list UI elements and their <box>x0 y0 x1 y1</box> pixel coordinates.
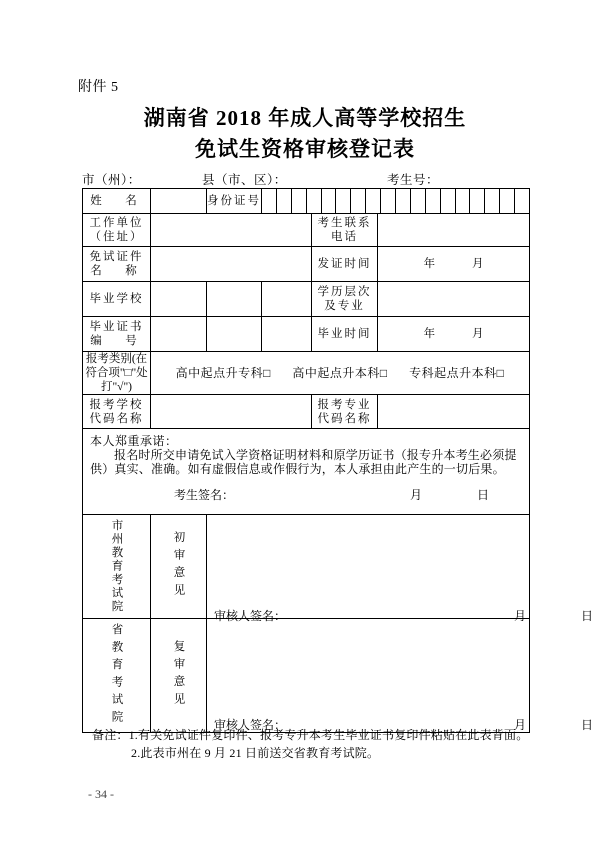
grad-time-value-cell[interactable] <box>378 317 530 352</box>
table-row <box>83 429 530 515</box>
grad-time-year-unit: 年 <box>423 328 436 340</box>
contact-value-cell[interactable] <box>378 214 530 247</box>
grad-time-month-unit: 月 <box>471 328 484 340</box>
county-field-label: 县（市、区）： <box>202 173 287 187</box>
id-number-box[interactable] <box>381 189 396 213</box>
grad-cert-value-cell-3[interactable] <box>262 317 312 352</box>
grad-cert-label-line2: 编 号 <box>90 335 143 347</box>
table-row <box>83 189 530 214</box>
province-review-day: 日 <box>581 718 594 732</box>
attachment-label: 附件 5 <box>78 80 119 95</box>
city-review-day: 日 <box>581 609 594 624</box>
edu-level-value-cell[interactable] <box>378 282 530 317</box>
province-review-opinion-label-cell <box>151 618 207 732</box>
category-label-cell <box>83 352 151 395</box>
applicant-signature-month: 月 <box>410 488 423 502</box>
table-row <box>83 247 530 282</box>
grad-school-value-cell-2[interactable] <box>207 282 262 317</box>
exempt-cert-label-line2: 名 称 <box>90 265 143 277</box>
grad-cert-label-cell <box>83 317 151 352</box>
issue-time-year-unit: 年 <box>423 258 436 270</box>
province-review-org-cell <box>83 618 151 732</box>
table-row <box>83 352 530 395</box>
id-label-cell <box>207 189 262 214</box>
table-row <box>83 395 530 429</box>
province-review-org-label: 省教育考试院 <box>110 622 123 728</box>
city-review-month: 月 <box>514 609 527 624</box>
declaration-body: 报名时所交申请免试入学资格证明材料和原学历证书（报专升本考生必须提供）真实、准确。如有虚假信息或作假行为，本人承担由此产生的一切后果。 <box>90 448 517 476</box>
table-row <box>83 214 530 247</box>
name-label-cell <box>83 189 151 214</box>
table-row <box>83 618 530 732</box>
name-label: 姓 名 <box>90 195 143 207</box>
city-review-opinion-label: 初审意见 <box>172 531 185 602</box>
id-number-grid[interactable] <box>262 189 529 213</box>
id-number-grid-cell[interactable] <box>262 189 530 214</box>
id-number-box[interactable] <box>336 189 351 213</box>
province-review-opinion-label: 复审意见 <box>172 640 185 710</box>
category-label-line1: 报考类别(在 <box>85 353 148 365</box>
issue-time-label: 发证时间 <box>317 258 372 270</box>
exempt-cert-label-line1: 免试证件 <box>89 251 144 263</box>
issue-time-value-cell[interactable] <box>378 247 530 282</box>
work-unit-label-cell <box>83 214 151 247</box>
id-number-box[interactable] <box>307 189 322 213</box>
grad-school-label: 毕业学校 <box>89 293 144 305</box>
table-row <box>83 515 530 619</box>
id-number-box[interactable] <box>426 189 441 213</box>
work-unit-label-line1: 工作单位 <box>89 217 144 229</box>
declaration-heading: 本人郑重承诺： <box>90 434 178 448</box>
applicant-signature-line <box>90 488 522 510</box>
exempt-cert-value-cell[interactable] <box>151 247 312 282</box>
meta-row <box>82 170 530 186</box>
category-option-benke[interactable]: 高中起点升本科□ <box>292 366 388 380</box>
contact-label-line1: 考生联系 <box>317 217 372 229</box>
issue-time-label-cell <box>312 247 378 282</box>
id-number-box[interactable] <box>322 189 337 213</box>
apply-major-label-cell <box>312 395 378 429</box>
category-label-line2: 符合项"□"处 <box>85 367 148 379</box>
city-review-org-label: 市州教育考试院 <box>110 519 123 614</box>
province-review-body[interactable] <box>207 627 594 732</box>
table-row <box>83 282 530 317</box>
page-number: - 34 - <box>88 787 114 801</box>
edu-level-label-cell <box>312 282 378 317</box>
applicant-signature-day: 日 <box>477 488 490 502</box>
grad-school-value-cell-3[interactable] <box>262 282 312 317</box>
title-line-2: 免试生资格审核登记表 <box>195 137 415 161</box>
apply-school-label-line1: 报考学校 <box>89 398 144 411</box>
city-review-body[interactable] <box>207 518 594 624</box>
contact-label-cell <box>312 214 378 247</box>
city-review-opinion-label-cell <box>151 515 207 619</box>
city-reviewer-signature-label[interactable]: 审核人签名： <box>214 609 287 624</box>
work-unit-value-cell[interactable] <box>151 214 312 247</box>
exam-number-field-label: 考生号： <box>387 173 440 187</box>
id-number-box[interactable] <box>515 189 529 213</box>
id-number-box[interactable] <box>351 189 366 213</box>
id-number-box[interactable] <box>262 189 277 213</box>
name-value-cell[interactable] <box>151 189 207 214</box>
id-number-box[interactable] <box>456 189 471 213</box>
grad-school-label-cell <box>83 282 151 317</box>
grad-time-label-cell <box>312 317 378 352</box>
registration-form-table <box>82 188 594 733</box>
grad-time-label: 毕业时间 <box>317 328 372 340</box>
city-review-org-cell <box>83 515 151 619</box>
category-options-cell <box>151 352 530 395</box>
grad-school-value-cell-1[interactable] <box>151 282 207 317</box>
work-unit-label-line2: （住址） <box>89 231 144 243</box>
footnote-line-2: 2.此表市州在 9 月 21 日前送交省教育考试院。 <box>131 746 380 760</box>
grad-cert-value-cell-1[interactable] <box>151 317 207 352</box>
grad-cert-label-line1: 毕业证书 <box>89 321 144 333</box>
id-number-box[interactable] <box>411 189 426 213</box>
category-option-zhuanke[interactable]: 高中起点升专科□ <box>175 366 271 380</box>
province-reviewer-signature-label[interactable]: 审核人签名： <box>214 718 287 732</box>
footnotes <box>92 726 542 762</box>
id-number-box[interactable] <box>277 189 292 213</box>
id-number-box[interactable] <box>396 189 411 213</box>
apply-major-label-line1: 报考专业 <box>317 398 372 411</box>
grad-cert-value-cell-2[interactable] <box>207 317 262 352</box>
apply-major-value-cell[interactable] <box>378 395 530 429</box>
exempt-cert-label-cell <box>83 247 151 282</box>
edu-level-label-line2: 及专业 <box>324 300 365 312</box>
apply-major-label-line2: 代码名称 <box>317 412 372 425</box>
id-number-box[interactable] <box>441 189 456 213</box>
id-label: 身份证号 <box>207 195 261 207</box>
apply-school-label-line2: 代码名称 <box>89 412 144 425</box>
id-number-box[interactable] <box>485 189 500 213</box>
category-label-line3: 打"√") <box>100 381 133 393</box>
category-option-zhuansheng-ben[interactable]: 专科起点升本科□ <box>409 366 505 380</box>
title-line-1: 湖南省 2018 年成人高等学校招生 <box>143 106 467 130</box>
issue-time-month-unit: 月 <box>471 258 484 270</box>
page-title <box>80 103 530 165</box>
apply-school-value-cell[interactable] <box>151 395 312 429</box>
province-review-body-cell[interactable] <box>207 618 594 732</box>
id-number-box[interactable] <box>366 189 381 213</box>
id-number-box[interactable] <box>292 189 307 213</box>
edu-level-label-line1: 学历层次 <box>317 286 372 298</box>
contact-label-line2: 电话 <box>331 231 358 243</box>
table-row <box>83 317 530 352</box>
id-number-box[interactable] <box>500 189 515 213</box>
city-field-label: 市（州）： <box>82 173 141 187</box>
province-review-month: 月 <box>514 718 527 732</box>
id-number-box[interactable] <box>470 189 485 213</box>
declaration-cell <box>83 429 530 515</box>
apply-school-label-cell <box>83 395 151 429</box>
footnote-line-1: 备注：1.有关免试证件复印件、报考专升本考生毕业证书复印件粘贴在此表背面。 <box>92 728 529 742</box>
applicant-signature-label[interactable]: 考生签名： <box>174 488 235 502</box>
city-review-body-cell[interactable] <box>207 515 594 624</box>
